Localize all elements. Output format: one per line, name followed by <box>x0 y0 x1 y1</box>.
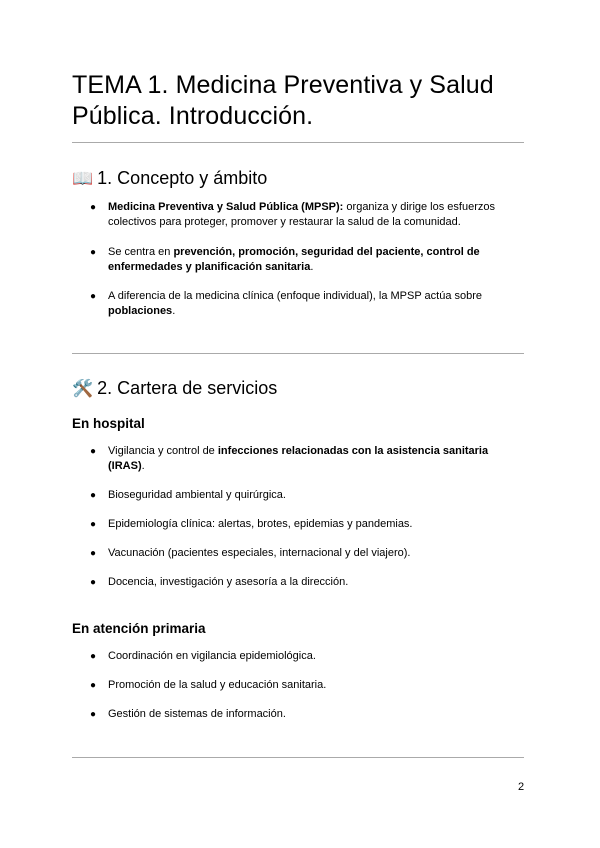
bullet-icon: ● <box>90 202 97 213</box>
bullet-icon: ● <box>90 291 97 302</box>
list-item: Bioseguridad ambiental y quirúrgica. <box>108 489 286 501</box>
bullet-icon: ● <box>90 577 97 588</box>
list-item: Coordinación en vigilancia epidemiológica. <box>108 650 316 662</box>
open-book-icon: 📖 <box>72 169 94 188</box>
tools-icon: 🛠️ <box>72 379 94 398</box>
list-item: Epidemiología clínica: alertas, brotes, epidemias y pandemias. <box>108 518 413 530</box>
divider <box>72 757 524 758</box>
list-item: Gestión de sistemas de información. <box>108 708 286 720</box>
bullet-icon: ● <box>90 490 97 501</box>
bullet-icon: ● <box>90 519 97 530</box>
subheading: En atención primaria <box>72 621 206 636</box>
list-item: Docencia, investigación y asesoría a la dirección. <box>108 576 349 588</box>
page-number: 2 <box>518 781 525 793</box>
section-heading <box>72 377 277 400</box>
bullet-icon: ● <box>90 651 97 662</box>
subheading: En hospital <box>72 416 145 431</box>
section-heading-text: 2. Cartera de servicios <box>97 378 278 398</box>
list-item: Se centra en prevención, promoción, seguridad del paciente, control de enfermedades y planificación sanitaria. <box>108 246 480 273</box>
bullet-icon: ● <box>90 446 97 457</box>
divider <box>72 142 524 143</box>
list-item: Promoción de la salud y educación sanitaria. <box>108 679 327 691</box>
section-heading <box>72 167 267 190</box>
list-item: Vacunación (pacientes especiales, internacional y del viajero). <box>108 547 411 559</box>
section-heading-text: 1. Concepto y ámbito <box>97 168 268 188</box>
bullet-icon: ● <box>90 680 97 691</box>
list-item: Medicina Preventiva y Salud Pública (MPSP): organiza y dirige los esfuerzos colectivos para proteger, promover y restaurar la salud de la comunidad. <box>108 201 495 228</box>
list-item: A diferencia de la medicina clínica (enfoque individual), la MPSP actúa sobre poblaciones. <box>108 290 483 317</box>
bullet-icon: ● <box>90 247 97 258</box>
page-title: TEMA 1. Medicina Preventiva y Salud Pública. Introducción. <box>72 71 494 130</box>
bullet-icon: ● <box>90 548 97 559</box>
bullet-icon: ● <box>90 709 97 720</box>
list-item: Vigilancia y control de infecciones relacionadas con la asistencia sanitaria (IRAS). <box>108 445 489 472</box>
divider <box>72 353 524 354</box>
